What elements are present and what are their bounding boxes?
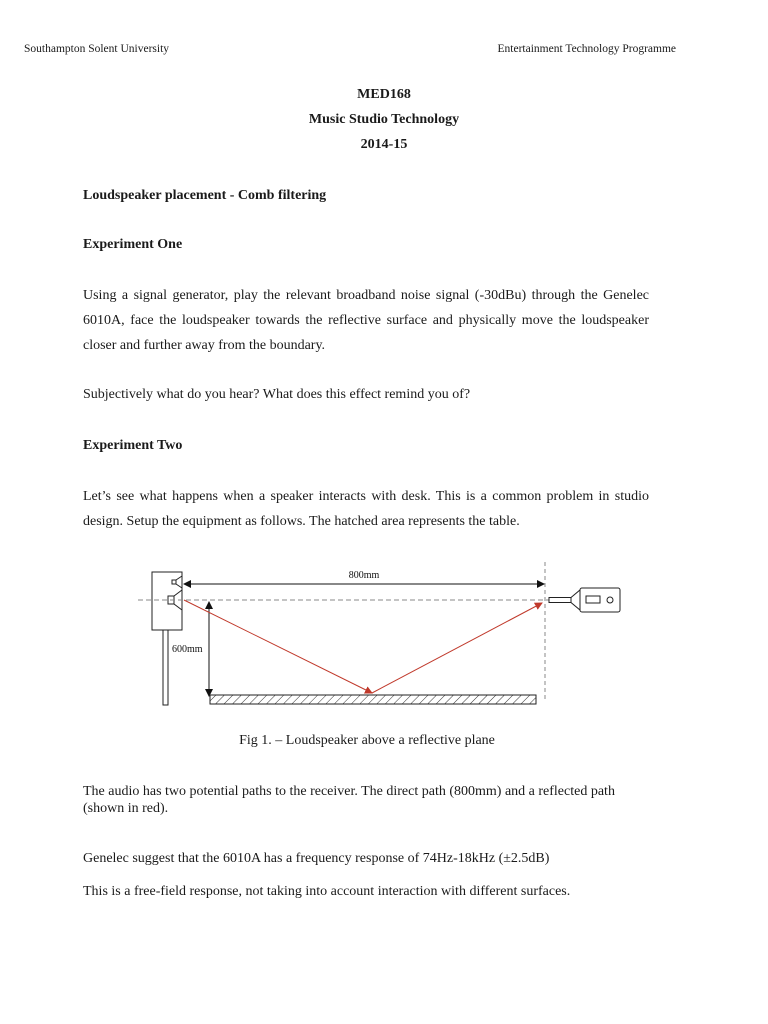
header-programme: Entertainment Technology Programme bbox=[497, 43, 676, 55]
reflective-table bbox=[210, 695, 536, 704]
figure-caption: Fig 1. – Loudspeaker above a reflective plane bbox=[239, 733, 495, 748]
loudspeaker-icon bbox=[152, 572, 182, 630]
experiment-one-heading: Experiment One bbox=[83, 237, 183, 252]
academic-year: 2014-15 bbox=[360, 137, 408, 152]
reflected-path-incident bbox=[184, 600, 372, 693]
microphone-icon bbox=[549, 588, 620, 612]
paths-paragraph: The audio has two potential paths to the receiver. The direct path (800mm) and a reflected path (shown in red). bbox=[83, 784, 615, 816]
module-title: Music Studio Technology bbox=[308, 112, 460, 127]
frequency-response-paragraph: Genelec suggest that the 6010A has a frequency response of 74Hz-18kHz (±2.5dB) bbox=[83, 851, 550, 866]
speaker-stand bbox=[163, 630, 168, 705]
experiment-two-heading: Experiment Two bbox=[83, 438, 183, 453]
distance-label: 800mm bbox=[348, 570, 380, 581]
header-institution: Southampton Solent University bbox=[24, 43, 170, 55]
experiment-one-body: Using a signal generator, play the relevant broadband noise signal (-30dBu) through the Genelec 6010A, face the loudspeaker towards the reflective surface and physically move the loudspeaker closer and further away from the boundary. bbox=[83, 288, 649, 353]
height-label: 600mm bbox=[172, 644, 203, 655]
topic-heading: Loudspeaker placement - Comb filtering bbox=[83, 188, 327, 203]
experiment-two-body: Let’s see what happens when a speaker interacts with desk. This is a common problem in studio design. Setup the equipment as follows. The hatched area represents the table. bbox=[83, 489, 649, 529]
reflected-path-reflected bbox=[372, 603, 542, 693]
free-field-paragraph: This is a free-field response, not taking into account interaction with different surfaces. bbox=[83, 884, 571, 899]
module-code: MED168 bbox=[357, 87, 411, 102]
speaker-reflection-diagram bbox=[130, 560, 630, 720]
experiment-one-question: Subjectively what do you hear? What does this effect remind you of? bbox=[83, 387, 471, 402]
